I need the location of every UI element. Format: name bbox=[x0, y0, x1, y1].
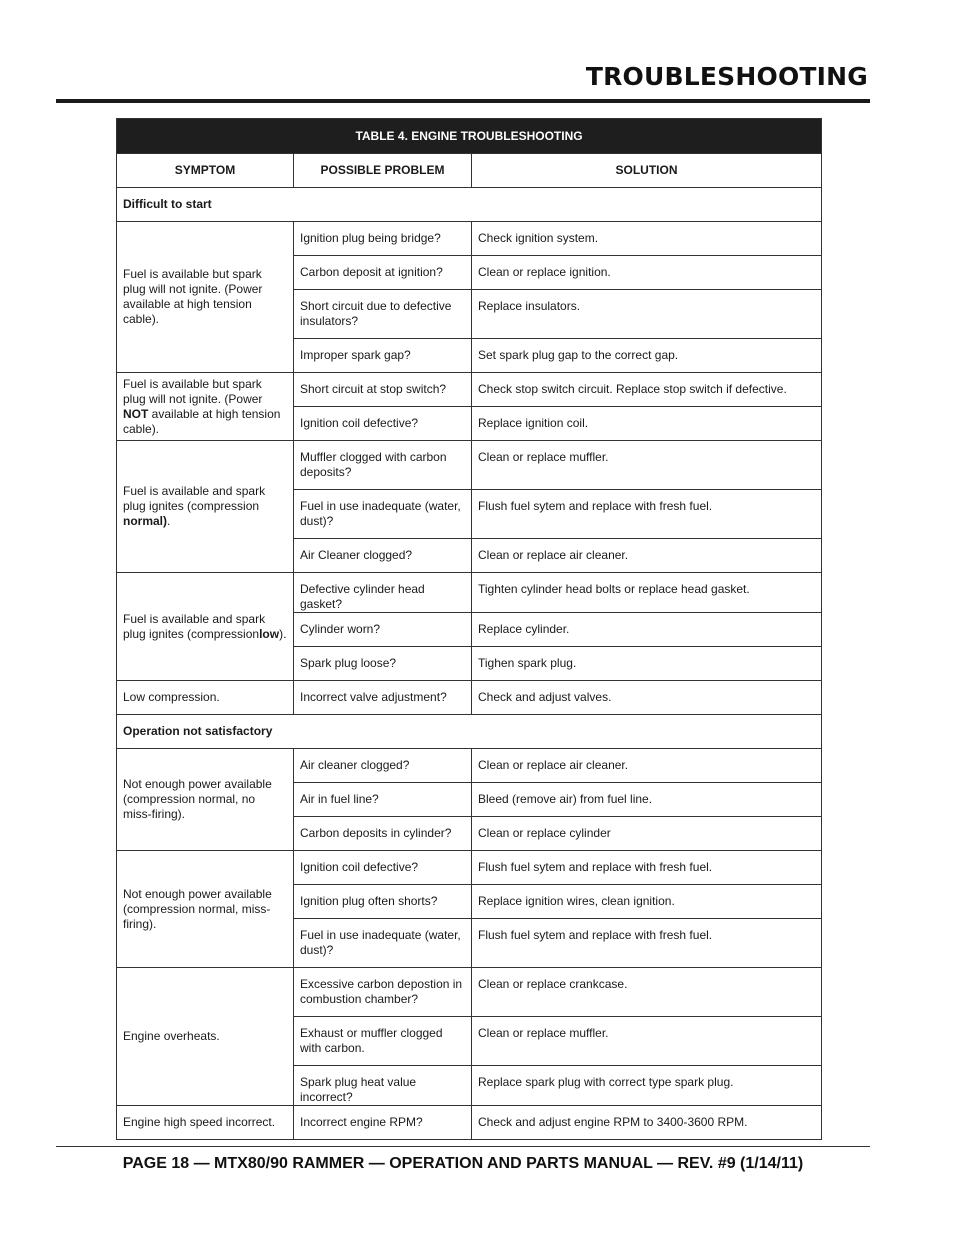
symptom-cell: Not enough power available (compression normal, no miss-firing). bbox=[117, 749, 294, 851]
problem-cell: Cylinder worn? bbox=[294, 613, 472, 647]
problem-cell: Ignition coil defective? bbox=[294, 851, 472, 885]
solution-cell: Tighten cylinder head bolts or replace head gasket. bbox=[472, 573, 822, 613]
column-header-solution: SOLUTION bbox=[472, 154, 822, 188]
solution-cell: Replace ignition coil. bbox=[472, 407, 822, 441]
solution-cell: Replace cylinder. bbox=[472, 613, 822, 647]
symptom-cell: Fuel is available but spark plug will not ignite. (Power NOT available at high tension cable). bbox=[117, 373, 294, 441]
solution-cell: Clean or replace air cleaner. bbox=[472, 749, 822, 783]
solution-cell: Bleed (remove air) from fuel line. bbox=[472, 783, 822, 817]
problem-cell: Defective cylinder head gasket? bbox=[294, 573, 472, 613]
problem-cell: Short circuit at stop switch? bbox=[294, 373, 472, 407]
problem-cell: Exhaust or muffler clogged with carbon. bbox=[294, 1017, 472, 1066]
problem-cell: Muffler clogged with carbon deposits? bbox=[294, 441, 472, 490]
solution-cell: Replace insulators. bbox=[472, 290, 822, 339]
solution-cell: Replace spark plug with correct type spark plug. bbox=[472, 1066, 822, 1106]
solution-cell: Flush fuel sytem and replace with fresh fuel. bbox=[472, 851, 822, 885]
problem-cell: Air Cleaner clogged? bbox=[294, 539, 472, 573]
problem-cell: Spark plug loose? bbox=[294, 647, 472, 681]
problem-cell: Ignition plug being bridge? bbox=[294, 222, 472, 256]
problem-cell: Air in fuel line? bbox=[294, 783, 472, 817]
problem-cell: Carbon deposit at ignition? bbox=[294, 256, 472, 290]
symptom-cell: Fuel is available and spark plug ignites (compressionlow). bbox=[117, 573, 294, 681]
solution-cell: Clean or replace ignition. bbox=[472, 256, 822, 290]
symptom-cell: Low compression. bbox=[117, 681, 294, 715]
symptom-cell: Engine overheats. bbox=[117, 968, 294, 1106]
problem-cell: Short circuit due to defective insulators? bbox=[294, 290, 472, 339]
header-rule bbox=[56, 99, 870, 103]
column-header-symptom: SYMPTOM bbox=[117, 154, 294, 188]
symptom-cell: Fuel is available and spark plug ignites (compression normal). bbox=[117, 441, 294, 573]
problem-cell: Fuel in use inadequate (water, dust)? bbox=[294, 490, 472, 539]
page-footer: PAGE 18 — MTX80/90 RAMMER — OPERATION AND PARTS MANUAL — REV. #9 (1/14/11) bbox=[122, 1155, 804, 1172]
table-caption: TABLE 4. ENGINE TROUBLESHOOTING bbox=[117, 119, 822, 154]
solution-cell: Clean or replace cylinder bbox=[472, 817, 822, 851]
symptom-cell: Not enough power available (compression normal, miss-firing). bbox=[117, 851, 294, 968]
solution-cell: Check stop switch circuit. Replace stop switch if defective. bbox=[472, 373, 822, 407]
problem-cell: Excessive carbon depostion in combustion chamber? bbox=[294, 968, 472, 1017]
solution-cell: Clean or replace air cleaner. bbox=[472, 539, 822, 573]
problem-cell: Carbon deposits in cylinder? bbox=[294, 817, 472, 851]
symptom-cell: Engine high speed incorrect. bbox=[117, 1106, 294, 1140]
solution-cell: Flush fuel sytem and replace with fresh fuel. bbox=[472, 490, 822, 539]
problem-cell: Air cleaner clogged? bbox=[294, 749, 472, 783]
problem-cell: Spark plug heat value incorrect? bbox=[294, 1066, 472, 1106]
page-title: TROUBLESHOOTING bbox=[585, 62, 868, 91]
solution-cell: Clean or replace muffler. bbox=[472, 1017, 822, 1066]
problem-cell: Fuel in use inadequate (water, dust)? bbox=[294, 919, 472, 968]
solution-cell: Flush fuel sytem and replace with fresh fuel. bbox=[472, 919, 822, 968]
solution-cell: Tighen spark plug. bbox=[472, 647, 822, 681]
solution-cell: Check ignition system. bbox=[472, 222, 822, 256]
section-title: Difficult to start bbox=[117, 188, 822, 222]
solution-cell: Replace ignition wires, clean ignition. bbox=[472, 885, 822, 919]
solution-cell: Clean or replace muffler. bbox=[472, 441, 822, 490]
problem-cell: Improper spark gap? bbox=[294, 339, 472, 373]
column-header-possible-problem: POSSIBLE PROBLEM bbox=[294, 154, 472, 188]
solution-cell: Check and adjust engine RPM to 3400-3600 RPM. bbox=[472, 1106, 822, 1140]
problem-cell: Ignition plug often shorts? bbox=[294, 885, 472, 919]
problem-cell: Incorrect engine RPM? bbox=[294, 1106, 472, 1140]
problem-cell: Ignition coil defective? bbox=[294, 407, 472, 441]
section-title: Operation not satisfactory bbox=[117, 715, 822, 749]
solution-cell: Check and adjust valves. bbox=[472, 681, 822, 715]
solution-cell: Clean or replace crankcase. bbox=[472, 968, 822, 1017]
footer-rule bbox=[56, 1146, 870, 1147]
solution-cell: Set spark plug gap to the correct gap. bbox=[472, 339, 822, 373]
engine-troubleshooting-table bbox=[116, 118, 822, 1140]
symptom-cell: Fuel is available but spark plug will not ignite. (Power available at high tension cable). bbox=[117, 222, 294, 373]
problem-cell: Incorrect valve adjustment? bbox=[294, 681, 472, 715]
